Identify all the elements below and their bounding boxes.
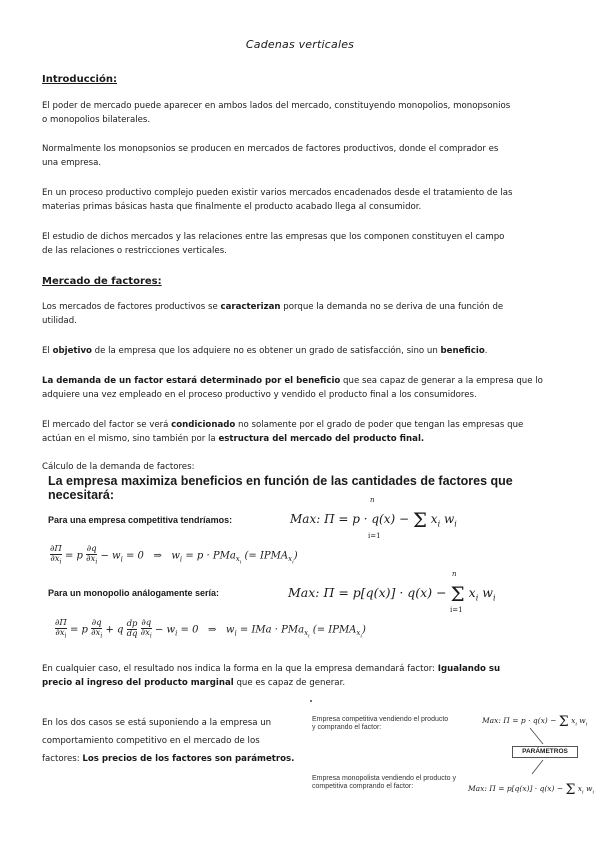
sum-upper-n-1: n (370, 496, 375, 504)
sum-lower-1: i=1 (368, 532, 381, 540)
factores-p4-line1: El mercado del factor se verá condicionado no solamente por el grado de poder que tengan las empresas que (42, 420, 524, 430)
factores-p4-line2: actúan en el mismo, sino también por la estructura del mercado del producto final. (42, 434, 425, 444)
page-title: Cadenas verticales (245, 38, 355, 51)
competitive-derivative-formula: ∂Π $\partial x_i$ = p ∂q $\partial x_i$ − $w_i = 0$ ⇒ $w_i = p \cdot PMa_{x_i}$ (= $IPMA_{x_i}$) (50, 544, 298, 566)
conclusion-p2-line1: En los dos casos se está suponiendo a la empresa un (42, 718, 272, 728)
competitive-label: Para una empresa competitiva tendríamos: (48, 515, 233, 525)
monopoly-max-formula: Max: Π = p[q(x)] · q(x) − Σ $x_i$ $w_i$ (288, 582, 496, 606)
intro-heading: Introducción: (42, 74, 117, 85)
intro-p2-line2: una empresa. (42, 158, 102, 168)
sum-upper-n-2: n (452, 570, 457, 578)
monopoly-derivative-formula: ∂Π $\partial x_i$ = p ∂q $\partial x_i$ + q dp dq ∂q $\partial x_i$ − $w_i = 0$ ⇒ $w_i$ = IMa · PMa$_{x_i}$ (= $IPMA_{x_i}$) (55, 618, 366, 640)
sum-lower-2: i=1 (450, 606, 463, 614)
diagram-formula-competitive: Max: Π = p · q(x) − Σ $x_i$ $w_i$ (482, 714, 588, 730)
conclusion-p1-line2: precio al ingreso del producto marginal que es capaz de generar. (42, 678, 346, 688)
arrow-from-monopolist (532, 760, 543, 774)
factores-paragraph-5: Cálculo de la demanda de factores: (42, 462, 195, 472)
intro-p4-line1: El estudio de dichos mercados y las relaciones entre las empresas que los componen constituyen el campo (42, 232, 505, 242)
arrow-from-competitive (530, 728, 543, 744)
factores-p3-line1: La demanda de un factor estará determinado por el beneficio que sea capaz de generar a la empresa que lo (42, 376, 543, 386)
intro-p1-line1: El poder de mercado puede aparecer en ambos lados del mercado, constituyendo monopolios, monopsonios (42, 101, 511, 111)
diagram-text-monopolist: Empresa monopolista vendiendo el producto y competitiva comprando el factor: (312, 775, 456, 790)
diagram-formula-monopolist: Max: Π = p[q(x)] · q(x) − Σ $x_i$ $w_i$ (468, 782, 595, 798)
diagram-text-competitive: Empresa competitiva vendiendo el producto y comprando el factor: (312, 716, 449, 731)
intro-p3-line1: En un proceso productivo complejo pueden existir varios mercados encadenados desde el tratamiento de las (42, 188, 513, 198)
factores-p1-line2: utilidad. (42, 316, 77, 326)
monopoly-label: Para un monopolio análogamente sería: (48, 588, 220, 598)
parametros-box: PARÁMETROS (512, 746, 578, 758)
factores-heading: Mercado de factores: (42, 276, 162, 287)
conclusion-p2-line2: comportamiento competitivo en el mercado de los (42, 736, 260, 746)
factores-p1-line1: Los mercados de factores productivos se caracterizan porque la demanda no se deriva de una función de (42, 302, 504, 312)
intro-p4-line2: de las relaciones o restricciones verticales. (42, 246, 227, 256)
factores-p3-line2: adquiere una vez empleado en el proceso productivo y vendido el producto final a los consumidores. (42, 390, 477, 400)
intro-p2-line1: Normalmente los monopsonios se producen en mercados de factores productivos, donde el comprador es (42, 144, 499, 154)
intro-p1-line2: o monopolios bilaterales. (42, 115, 151, 125)
figure-title: La empresa maximiza beneficios en función de las cantidades de factores que necesitará: (48, 474, 513, 502)
factores-paragraph-2: El objetivo de la empresa que los adquiere no es obtener un grado de satisfacción, sino un beneficio. (42, 346, 488, 356)
competitive-max-formula: Max: Π = p · q(x) − Σ $x_i$ $w_i$ (290, 508, 457, 532)
conclusion-p2-line3: factores: Los precios de los factores son parámetros. (42, 754, 295, 764)
conclusion-p1-line1: En cualquier caso, el resultado nos indica la forma en la que la empresa demandará factor: Igualando su (42, 664, 501, 674)
intro-p3-line2: materias primas básicas hasta que finalmente el producto acabado llega al consumidor. (42, 202, 422, 212)
